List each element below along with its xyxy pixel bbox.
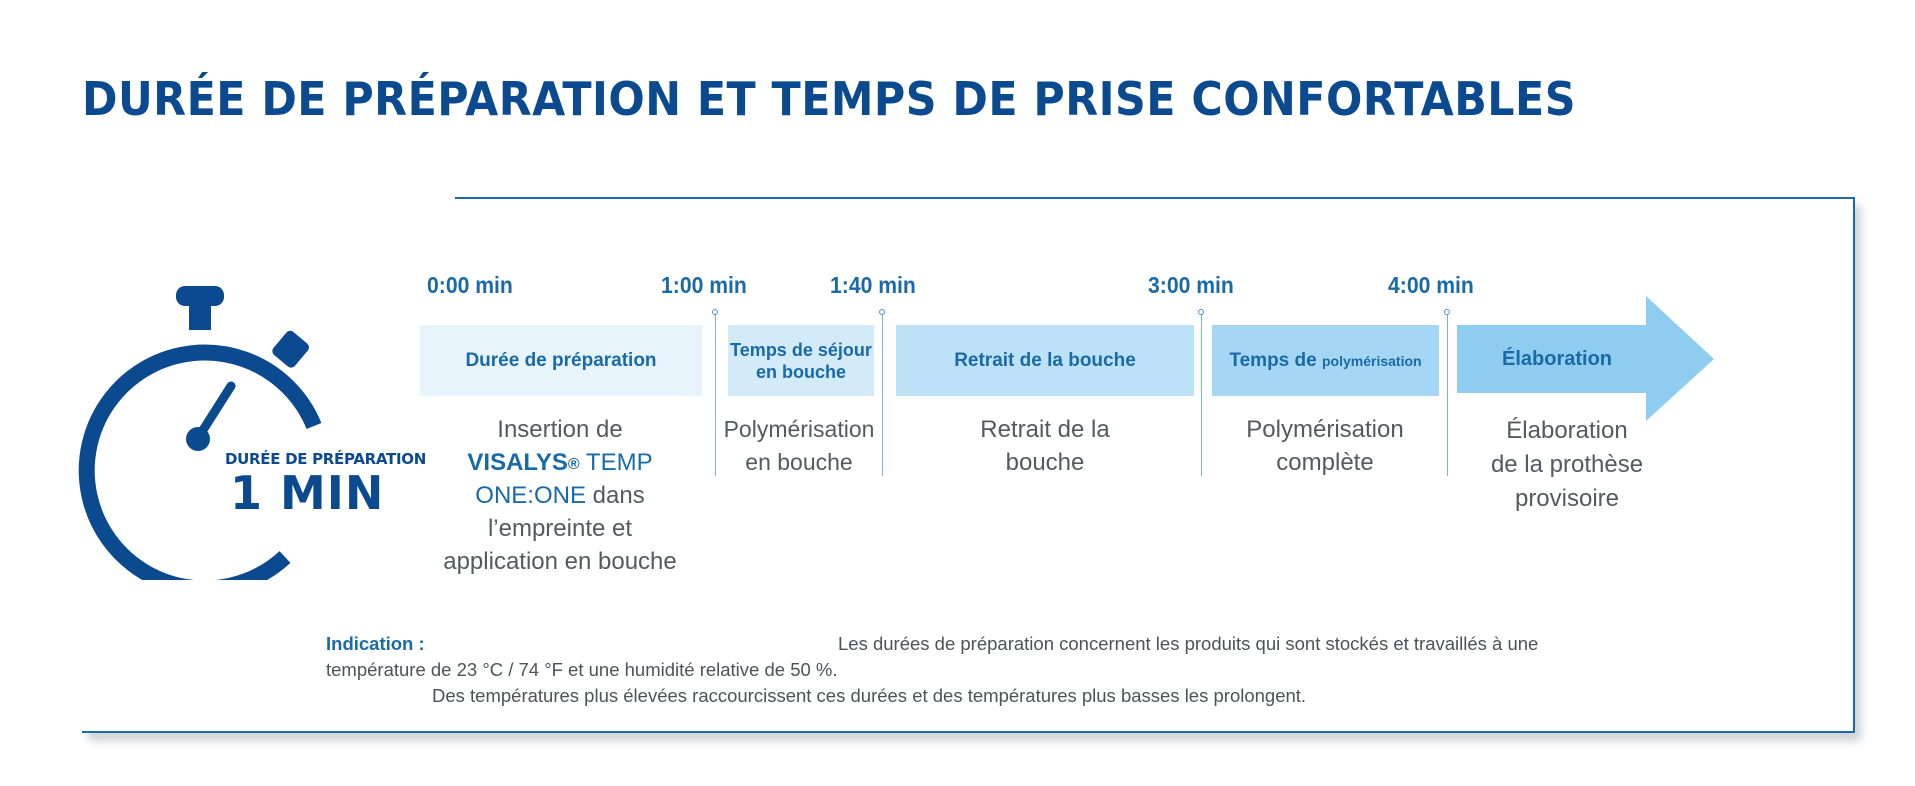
description-polymerisation xyxy=(1210,413,1440,479)
desc-1-after: dans xyxy=(585,482,645,509)
brand-model: ONE:ONE xyxy=(475,482,586,509)
phase-polymerisation-label xyxy=(1229,350,1421,372)
phase-sejour-label-line2: en bouche xyxy=(755,361,846,382)
desc-3-line-2: bouche xyxy=(1005,449,1085,476)
frame-mask-top xyxy=(70,190,455,202)
stopwatch-stem xyxy=(189,300,211,330)
desc-3-line-1: Retrait de la xyxy=(980,416,1110,443)
desc-5-line-2: de la prothèse xyxy=(1490,451,1644,478)
marker-line-4 xyxy=(1447,314,1448,476)
prep-time-value: 1 MIN xyxy=(230,466,385,520)
phase-sejour xyxy=(728,325,874,396)
time-label-3: 3:00 min xyxy=(1148,272,1234,298)
desc-1-line-3 xyxy=(410,479,710,512)
note-line-1: Les durées de préparation concernent les produits qui sont stockés et travaillés à une xyxy=(838,633,1539,654)
description-preparation xyxy=(410,413,710,578)
marker-dot-4 xyxy=(1444,309,1450,315)
desc-5-line-1: Élaboration xyxy=(1506,417,1628,444)
stopwatch-side-button xyxy=(270,329,311,370)
prep-time-label: DURÉE DE PRÉPARATION xyxy=(225,450,426,468)
desc-5-line-3: provisoire xyxy=(1514,485,1620,512)
phase-preparation xyxy=(420,325,702,396)
phase-polymerisation xyxy=(1212,325,1439,396)
desc-1-line-2 xyxy=(410,446,710,479)
marker-dot-1 xyxy=(712,309,718,315)
phase-sejour-label-line1: Temps de séjour xyxy=(730,339,872,360)
phase-retrait-label: Retrait de la bouche xyxy=(954,349,1136,371)
brand-suffix: TEMP xyxy=(579,449,653,476)
stopwatch-icon xyxy=(70,280,330,580)
desc-4-line-1: Polymérisation xyxy=(1246,416,1404,443)
stopwatch-pivot xyxy=(186,427,210,451)
desc-2-line-2: en bouche xyxy=(745,449,853,475)
phase-polymerisation-main: Temps de xyxy=(1229,349,1322,371)
marker-line-3 xyxy=(1201,314,1202,476)
page-title: DURÉE DE PRÉPARATION ET TEMPS DE PRISE CONFORTABLES xyxy=(82,72,1576,126)
desc-1-line-4: l’empreinte et xyxy=(487,515,633,542)
desc-1-line-1: Insertion de xyxy=(497,416,623,443)
description-retrait xyxy=(900,413,1190,479)
phase-retrait xyxy=(896,325,1194,396)
note-line-3: Des températures plus élevées raccourcissent ces durées et des températures plus basses les prolongent. xyxy=(432,685,1307,706)
marker-dot-3 xyxy=(1198,309,1204,315)
time-label-2: 1:40 min xyxy=(830,272,916,298)
brand-name: VISALYS xyxy=(467,449,568,476)
desc-1-line-5: application en bouche xyxy=(443,548,677,575)
note-line-2: température de 23 °C / 74 °F et une humidité relative de 50 %. xyxy=(326,659,838,680)
desc-4-line-2: complète xyxy=(1276,449,1374,476)
phase-elaboration-label: Élaboration xyxy=(1502,348,1613,370)
phase-preparation-label: Durée de préparation xyxy=(465,349,657,371)
desc-2-line-1: Polymérisation xyxy=(723,416,875,442)
description-sejour xyxy=(712,413,886,479)
description-elaboration xyxy=(1452,414,1682,516)
time-label-0: 0:00 min xyxy=(427,272,513,298)
time-label-1: 1:00 min xyxy=(661,272,747,298)
phase-polymerisation-small: polymérisation xyxy=(1321,352,1422,369)
marker-dot-2 xyxy=(879,309,885,315)
note-label: Indication : xyxy=(326,633,425,654)
registered-mark: ® xyxy=(567,456,580,473)
time-label-4: 4:00 min xyxy=(1388,272,1474,298)
